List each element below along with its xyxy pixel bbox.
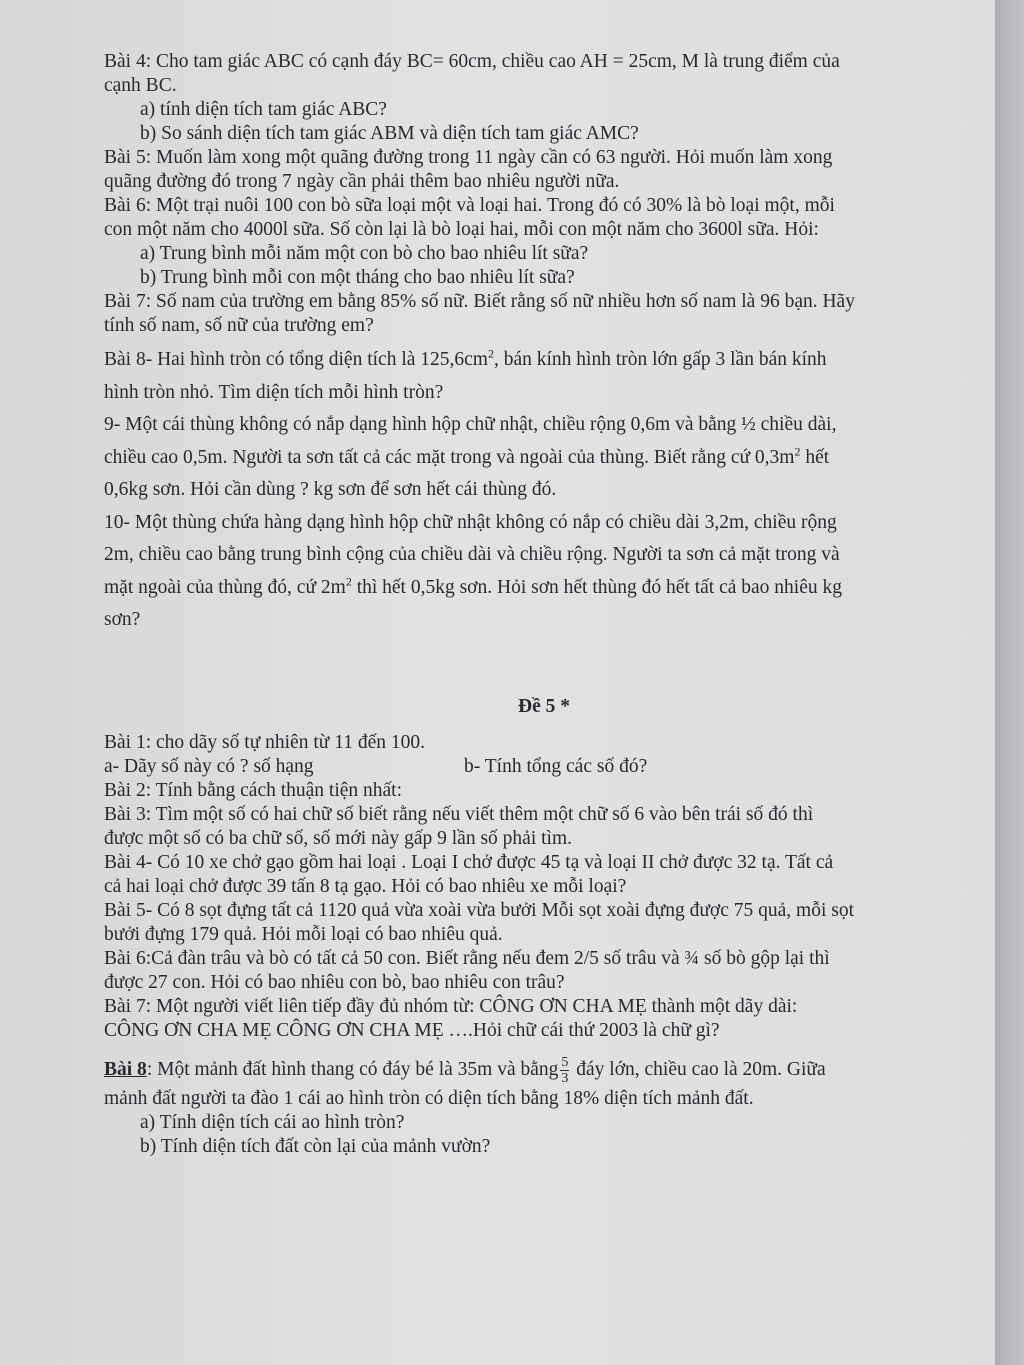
worksheet-text [104,50,984,1159]
text-line: 10- Một thùng chứa hàng dạng hình hộp chữ nhật không có nắp có chiều dài 3,2m, chiều rộng [104,511,837,533]
text-span: Bài 8- Hai hình tròn có tổng diện tích là 125,6cm [104,349,488,370]
text-span: b- Tính tổng các số đó? [464,755,648,777]
text-line: a) Trung bình mỗi năm một con bò cho bao nhiêu lít sữa? [140,243,589,264]
text-line: quãng đường đó trong 7 ngày cần phải thêm bao nhiêu người nữa. [104,171,620,192]
text-line: CÔNG ƠN CHA MẸ CÔNG ƠN CHA MẸ ….Hỏi chữ cái thứ 2003 là chữ gì? [104,1019,720,1041]
fraction [560,1055,569,1086]
text-line: cạnh BC. [104,75,177,96]
text-span: , bán kính hình tròn lớn gấp 3 lần bán kính [493,349,827,370]
text-span: a- Dãy số này có ? số hạng [104,755,314,777]
text-span: : Một mảnh đất hình thang có đáy bé là 35m và bằng [146,1058,559,1080]
text-line: được một số có ba chữ số, số mới này gấp 9 lần số phải tìm. [104,827,572,849]
text-line: Bài 4: Cho tam giác ABC có cạnh đáy BC= 60cm, chiều cao AH = 25cm, M là trung điểm của [104,51,840,72]
text-span: mặt ngoài của thùng đó, cứ 2m [104,576,346,598]
text-line [104,1053,984,1087]
text-line [104,442,984,475]
superscript: 2 [487,346,494,361]
background-edge [995,0,1024,1365]
text-line: cả hai loại chở được 39 tấn 8 tạ gạo. Hỏi có bao nhiêu xe mỗi loại? [104,875,627,897]
text-line: 0,6kg sơn. Hỏi cần dùng ? kg sơn để sơn hết cái thùng đó. [104,479,557,500]
text-line: hình tròn nhỏ. Tìm diện tích mỗi hình tròn? [104,381,444,403]
fraction-numerator: 5 [561,1054,569,1070]
text-line: Bài 7: Số nam của trường em bằng 85% số nữ. Biết rằng số nữ nhiều hơn số nam là 96 bạn. Hãy [104,291,855,312]
text-line: 9- Một cái thùng không có nắp dạng hình hộp chữ nhật, chiều rộng 0,6m và bằng ½ chiều dài, [104,414,837,435]
superscript: 2 [345,574,352,588]
text-line: a) Tính diện tích cái ao hình tròn? [140,1111,405,1133]
text-line: Bài 5- Có 8 sọt đựng tất cả 1120 quả vừa xoài vừa bưởi Mỗi sọt xoài đựng được 75 quả, mỗi sọt [104,899,855,921]
text-row [104,755,984,779]
text-line: a) tính diện tích tam giác ABC? [140,99,387,120]
text-span: hết [800,446,830,468]
text-line: Bài 6: Một trại nuôi 100 con bò sữa loại một và loại hai. Trong đó có 30% là bò loại một, mỗi [104,195,835,216]
text-span: thì hết 0,5kg sơn. Hỏi sơn hết thùng đó hết tất cả bao nhiêu kg [351,576,842,598]
text-line [104,344,984,377]
text-span: chiều cao 0,5m. Người ta sơn tất cả các mặt trong và ngoài của thùng. Biết rằng cứ 0,3m [104,446,795,468]
problem-label: Bài 8 [104,1058,147,1080]
text-line: Bài 3: Tìm một số có hai chữ số biết rằng nếu viết thêm một chữ số 6 vào bên trái số đó thì [104,803,814,825]
fraction-denominator: 3 [561,1070,569,1086]
section-title: Đề 5 * [518,695,570,717]
text-line: tính số nam, số nữ của trường em? [104,315,374,336]
text-line: sơn? [104,609,141,630]
text-line: b) Tính diện tích đất còn lại của mảnh vườn? [140,1135,491,1157]
superscript: 2 [794,444,801,458]
text-line: Bài 1: cho dãy số tự nhiên từ 11 đến 100. [104,731,425,753]
text-line: Bài 4- Có 10 xe chở gạo gồm hai loại . Loại I chở được 45 tạ và loại II chở được 32 tạ. Tất cả [104,851,834,873]
text-line: Bài 7: Một người viết liên tiếp đầy đủ nhóm từ: CÔNG ƠN CHA MẸ thành một dãy dài: [104,995,798,1017]
text-line: b) So sánh diện tích tam giác ABM và diện tích tam giác AMC? [140,123,639,144]
text-line: b) Trung bình mỗi con một tháng cho bao nhiêu lít sữa? [140,267,575,288]
text-line: 2m, chiều cao bằng trung bình cộng của chiều dài và chiều rộng. Người ta sơn cả mặt trong và [104,544,840,565]
text-line: con một năm cho 4000l sữa. Số còn lại là bò loại hai, mỗi con một năm cho 3600l sữa. Hỏi: [104,219,819,240]
text-span: đáy lớn, chiều cao là 20m. Giữa [571,1058,826,1080]
text-line: Bài 2: Tính bằng cách thuận tiện nhất: [104,779,403,801]
text-line: Bài 5: Muốn làm xong một quãng đường trong 11 ngày cần có 63 người. Hỏi muốn làm xong [104,147,833,168]
text-line: bưởi đựng 179 quả. Hỏi mỗi loại có bao nhiêu quả. [104,923,503,945]
text-line: được 27 con. Hỏi có bao nhiêu con bò, bao nhiêu con trâu? [104,971,565,993]
text-line: mảnh đất người ta đào 1 cái ao hình tròn có diện tích bằng 18% diện tích mảnh đất. [104,1087,754,1109]
text-line: Bài 6:Cả đàn trâu và bò có tất cả 50 con. Biết rằng nếu đem 2/5 số trâu và ¾ số bò gộp lại thì [104,947,830,969]
text-line [104,572,984,605]
